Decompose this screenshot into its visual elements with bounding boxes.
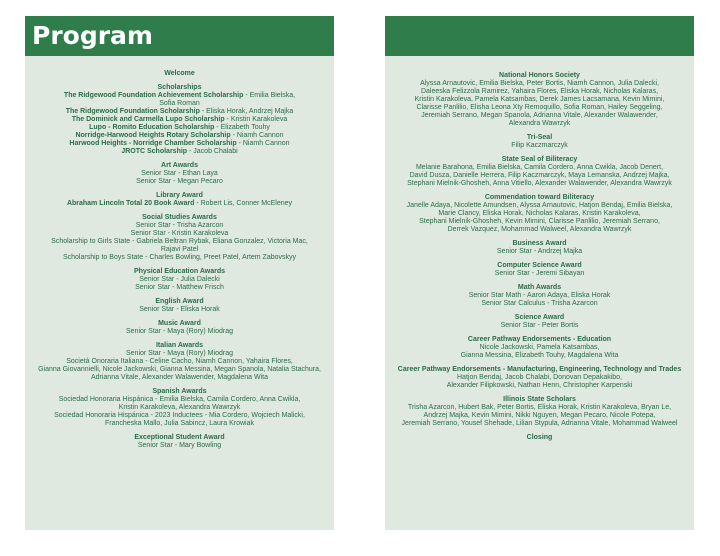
- recipient-text: Kristin Karakoleva, Pamela Katsambas, Derek James Lacsamana, Kevin Mimini,: [414, 96, 665, 103]
- program-line: [389, 300, 690, 308]
- recipient-text: Clarisse Panlilio, Elisha Leona Xty Remoquillo, Sofia Roman, Hailey Seggeling,: [416, 104, 663, 111]
- program-section: [29, 192, 330, 208]
- program-line: [29, 148, 330, 156]
- program-section: [29, 342, 330, 382]
- recipient-text: Senior Star - Andrzej Majka: [496, 248, 583, 255]
- program-section: [389, 134, 690, 150]
- program-section: [29, 268, 330, 292]
- recipient-text: Senior Star - Peter Bortis: [500, 322, 579, 329]
- section-heading: Spanish Awards: [152, 388, 207, 395]
- recipient-text: Trisha Azarcon, Hubert Bak, Peter Bortis, Eliska Horak, Kristin Karakoleva, Bryan Le,: [407, 404, 672, 411]
- program-line: [389, 352, 690, 360]
- award-name: Norridge-Harwood Heights Rotary Scholarship: [75, 132, 231, 139]
- right-program-content: [385, 72, 694, 442]
- section-heading: Physical Education Awards: [133, 268, 226, 275]
- program-line: [29, 178, 330, 186]
- recipient-text: Filip Kaczmarczyk: [511, 142, 568, 149]
- award-name: The Ridgewood Foundation Achievement Scholarship: [63, 92, 244, 99]
- award-name: The Dominick and Carmella Lupo Scholarship: [71, 116, 225, 123]
- recipient-text: Senior Star - Eliska Horak: [139, 306, 220, 313]
- recipient-text: Senior Star - Ethan Laya: [141, 170, 218, 177]
- program-line: [29, 124, 330, 132]
- program-section: [29, 320, 330, 336]
- program-line: [389, 164, 690, 172]
- section-heading: Business Award: [512, 240, 567, 247]
- recipient-text: Senior Star - Kristin Karakoleva: [130, 230, 229, 237]
- recipient-text: Marie Clancy, Eliska Horak, Nicholas Kalaras, Kristin Karakoleva,: [438, 210, 641, 217]
- recipient-text: - Kristin Karakoleva: [224, 116, 288, 123]
- program-line: [29, 140, 330, 148]
- recipient-text: - Elizabeth Touhy: [214, 124, 270, 131]
- recipient-text: Gianna Giovannielli, Nicole Jackowski, Gianna Messina, Megan Spanola, Natalia Stachura,: [38, 366, 321, 373]
- program-line: [389, 112, 690, 120]
- recipient-text: Senior Star Calculus - Trisha Azarcon: [481, 300, 598, 307]
- left-program-content: [25, 70, 334, 450]
- program-line: [389, 210, 690, 218]
- program-left-page: [25, 16, 334, 530]
- recipient-text: Melanie Barahona, Emilia Bielska, Camila Cordero, Anna Cwikla, Jacob Denert,: [415, 164, 664, 171]
- program-line: [389, 292, 690, 300]
- program-line: [29, 276, 330, 284]
- section-heading: State Seal of Biliteracy: [501, 156, 578, 163]
- program-section: [389, 396, 690, 428]
- program-line: [29, 306, 330, 314]
- program-line: [29, 100, 330, 108]
- section-heading: Career Pathway Endorsements - Manufacturing, Engineering, Technology and Trades: [397, 366, 682, 373]
- program-section: [389, 314, 690, 330]
- program-line: [389, 404, 690, 412]
- program-line: [389, 412, 690, 420]
- section-heading: Italian Awards: [155, 342, 204, 349]
- program-line: [389, 142, 690, 150]
- program-line: [29, 116, 330, 124]
- program-line: [389, 374, 690, 382]
- program-line: [389, 382, 690, 390]
- recipient-text: Senior Star - Maya (Rory) Miodrag: [126, 328, 233, 335]
- program-line: [389, 202, 690, 210]
- program-line: [389, 80, 690, 88]
- program-right-page: [385, 16, 694, 530]
- program-line: [29, 420, 330, 428]
- program-line: [29, 246, 330, 254]
- program-line: [29, 200, 330, 208]
- recipient-text: Senior Star - Maya (Rory) Miodrag: [126, 350, 233, 357]
- recipient-text: Daleeska Felizzola Ramirez, Yahaira Flores, Eliska Horak, Nicholas Kalaras,: [420, 88, 659, 95]
- recipient-text: Alexander Filipkowski, Nathan Henn, Christopher Karpenski: [446, 382, 633, 389]
- program-section: [389, 284, 690, 308]
- program-line: [29, 404, 330, 412]
- program-line: [389, 218, 690, 226]
- program-line: [389, 226, 690, 234]
- program-line: [29, 328, 330, 336]
- section-heading: Library Award: [156, 192, 203, 199]
- program-line: [389, 248, 690, 256]
- section-heading: Science Award: [514, 314, 565, 321]
- program-line: [389, 322, 690, 330]
- program-line: [29, 254, 330, 262]
- recipient-text: Andrzej Majka, Kevin Mimini, Nikki Nguyen, Megan Pecaro, Nicole Potepa,: [423, 412, 656, 419]
- section-heading: Tri-Seal: [526, 134, 553, 141]
- recipient-text: Nicole Jackowski, Pamela Katsambas,: [479, 344, 600, 351]
- recipient-text: Janelle Adaya, Nicolette Amundsen, Alyssa Arnautovic, Hatjon Bendaj, Emilia Bielska,: [406, 202, 673, 209]
- program-section: [29, 84, 330, 156]
- recipient-text: - Eliska Horak, Andrzej Majka: [199, 108, 294, 115]
- program-line: [29, 442, 330, 450]
- program-line: [389, 420, 690, 428]
- recipient-text: Sociedad Honoraria Hispánica - 2023 Inductees - Mia Cordero, Wojciech Malicki,: [54, 412, 305, 419]
- recipient-text: - Jacob Chalabi: [187, 148, 238, 155]
- program-section: [29, 434, 330, 450]
- section-heading: Computer Science Award: [497, 262, 582, 269]
- program-section: [389, 72, 690, 128]
- recipient-text: Stephani Mielnik-Ghosheh, Anna Vitiello, Alexander Walawender, Alexandra Wawrzyk: [407, 180, 672, 187]
- program-line: [389, 120, 690, 128]
- recipient-text: Senior Star Math - Aaron Adaya, Eliska Horak: [468, 292, 611, 299]
- recipient-text: Senior Star - Julia Dalecki: [139, 276, 220, 283]
- program-section: [389, 262, 690, 278]
- section-heading: Music Award: [158, 320, 201, 327]
- section-heading: English Award: [155, 298, 204, 305]
- award-name: JROTC Scholarship: [121, 148, 188, 155]
- program-section: [389, 156, 690, 188]
- recipient-text: Alyssa Arnautovic, Emilia Bielska, Peter Bortis, Niamh Cannon, Julia Dalecki,: [420, 80, 659, 87]
- program-line: [29, 230, 330, 238]
- program-line: [29, 366, 330, 374]
- recipient-text: Scholarship to Girls State - Gabriela Beltran Rybak, Eliana Gonzalez, Victoria Mac,: [51, 238, 308, 245]
- program-section: [29, 298, 330, 314]
- recipient-text: Rajavi Patel: [160, 246, 199, 253]
- section-heading: Math Awards: [517, 284, 562, 291]
- program-line: [29, 396, 330, 404]
- program-line: [29, 108, 330, 116]
- recipient-text: Senior Star - Megan Pecaro: [136, 178, 223, 185]
- program-section: [29, 70, 330, 78]
- section-heading: Art Awards: [161, 162, 198, 169]
- recipient-text: Senior Star - Trisha Azarcon: [135, 222, 224, 229]
- recipient-text: Jeremiah Serrano, Megan Spanola, Adrianna Vitale, Alexander Walawender,: [421, 112, 658, 119]
- program-line: [29, 238, 330, 246]
- recipient-text: Kristin Karakoleva, Alexandra Wawrzyk: [118, 404, 241, 411]
- program-line: [29, 412, 330, 420]
- program-line: [29, 92, 330, 100]
- section-heading: Scholarships: [157, 84, 202, 91]
- section-heading: Social Studies Awards: [142, 214, 217, 221]
- recipient-text: Francheska Mallo, Julia Sabincz, Laura Krowiak: [104, 420, 254, 427]
- program-line: [389, 172, 690, 180]
- right-header-band: [385, 16, 694, 56]
- recipient-text: Hatjon Bendaj, Jacob Chalabi, Donovan Depakakibo,: [457, 374, 622, 381]
- recipient-text: - Niamh Cannon: [230, 132, 284, 139]
- recipient-text: - Emilia Bielska,: [243, 92, 296, 99]
- recipient-text: Senior Star - Jeremi Sibayan: [494, 270, 585, 277]
- program-section: [389, 366, 690, 390]
- recipient-text: Senior Star - Matthew Frisch: [135, 284, 224, 291]
- section-heading: Commendation toward Biliteracy: [484, 194, 595, 201]
- recipient-text: Stephani Mielnik-Ghosheh, Kevin Mimini, Clarisse Panlilio, Jeremiah Serrano,: [419, 218, 660, 225]
- recipient-text: David Dusza, Danielle Herrera, Filip Kaczmarczyk, Maya Lemanska, Andrzej Majka,: [409, 172, 670, 179]
- award-name: The Ridgewood Foundation Scholarship: [65, 108, 200, 115]
- program-line: [29, 170, 330, 178]
- recipient-text: Senior Star - Mary Bowling: [137, 442, 222, 449]
- section-heading: Welcome: [164, 70, 195, 77]
- program-line: [389, 180, 690, 188]
- program-line: [29, 350, 330, 358]
- program-line: [29, 358, 330, 366]
- recipient-text: Alexandra Wawrzyk: [508, 120, 571, 127]
- recipient-text: Scholarship to Boys State - Charles Bowling, Preet Patel, Artem Zabovskyy: [62, 254, 297, 261]
- recipient-text: Sociedad Honoraria Hispánica - Emilia Bielska, Camila Cordero, Anna Cwikla,: [58, 396, 301, 403]
- section-heading: Closing: [526, 434, 553, 441]
- recipient-text: Sofia Roman: [159, 100, 200, 107]
- award-name: Harwood Heights - Norridge Chamber Scholarship: [69, 140, 237, 147]
- section-heading: Illinois State Scholars: [503, 396, 576, 403]
- program-title-band: [25, 16, 334, 56]
- recipient-text: Gianna Messina, Elizabeth Touhy, Magdalena Wita: [460, 352, 619, 359]
- recipient-text: - Robert Lis, Conner McEleney: [194, 200, 293, 207]
- recipient-text: Società Onoraria Italiana - Celine Cacho, Niamh Cannon, Yahaira Flores,: [66, 358, 293, 365]
- recipient-text: Adrianna Vitale, Alexander Walawender, Magdalena Wita: [90, 374, 269, 381]
- section-heading: National Honors Society: [499, 72, 580, 79]
- program-line: [29, 132, 330, 140]
- program-section: [389, 240, 690, 256]
- program-line: [389, 270, 690, 278]
- award-name: Lupo - Romito Education Scholarship: [89, 124, 215, 131]
- program-line: [29, 374, 330, 382]
- award-name: Abraham Lincoln Total 20 Book Award: [66, 200, 195, 207]
- section-heading: Exceptional Student Award: [134, 434, 225, 441]
- recipient-text: - Niamh Cannon: [236, 140, 290, 147]
- program-line: [29, 222, 330, 230]
- program-line: [389, 344, 690, 352]
- program-section: [29, 388, 330, 428]
- section-heading: Career Pathway Endorsements - Education: [467, 336, 612, 343]
- program-line: [389, 88, 690, 96]
- recipient-text: Derrek Vazquez, Mohammad Walweel, Alexandra Wawrzyk: [447, 226, 632, 233]
- program-section: [29, 162, 330, 186]
- program-line: [389, 96, 690, 104]
- program-title: Program: [32, 21, 153, 50]
- recipient-text: Jeremiah Serrano, Yousef Shehade, Lilian Stypula, Adrianna Vitale, Mohammad Walweel: [401, 420, 678, 427]
- program-section: [29, 214, 330, 262]
- program-section: [389, 434, 690, 442]
- program-line: [29, 284, 330, 292]
- program-section: [389, 336, 690, 360]
- program-line: [389, 104, 690, 112]
- program-section: [389, 194, 690, 234]
